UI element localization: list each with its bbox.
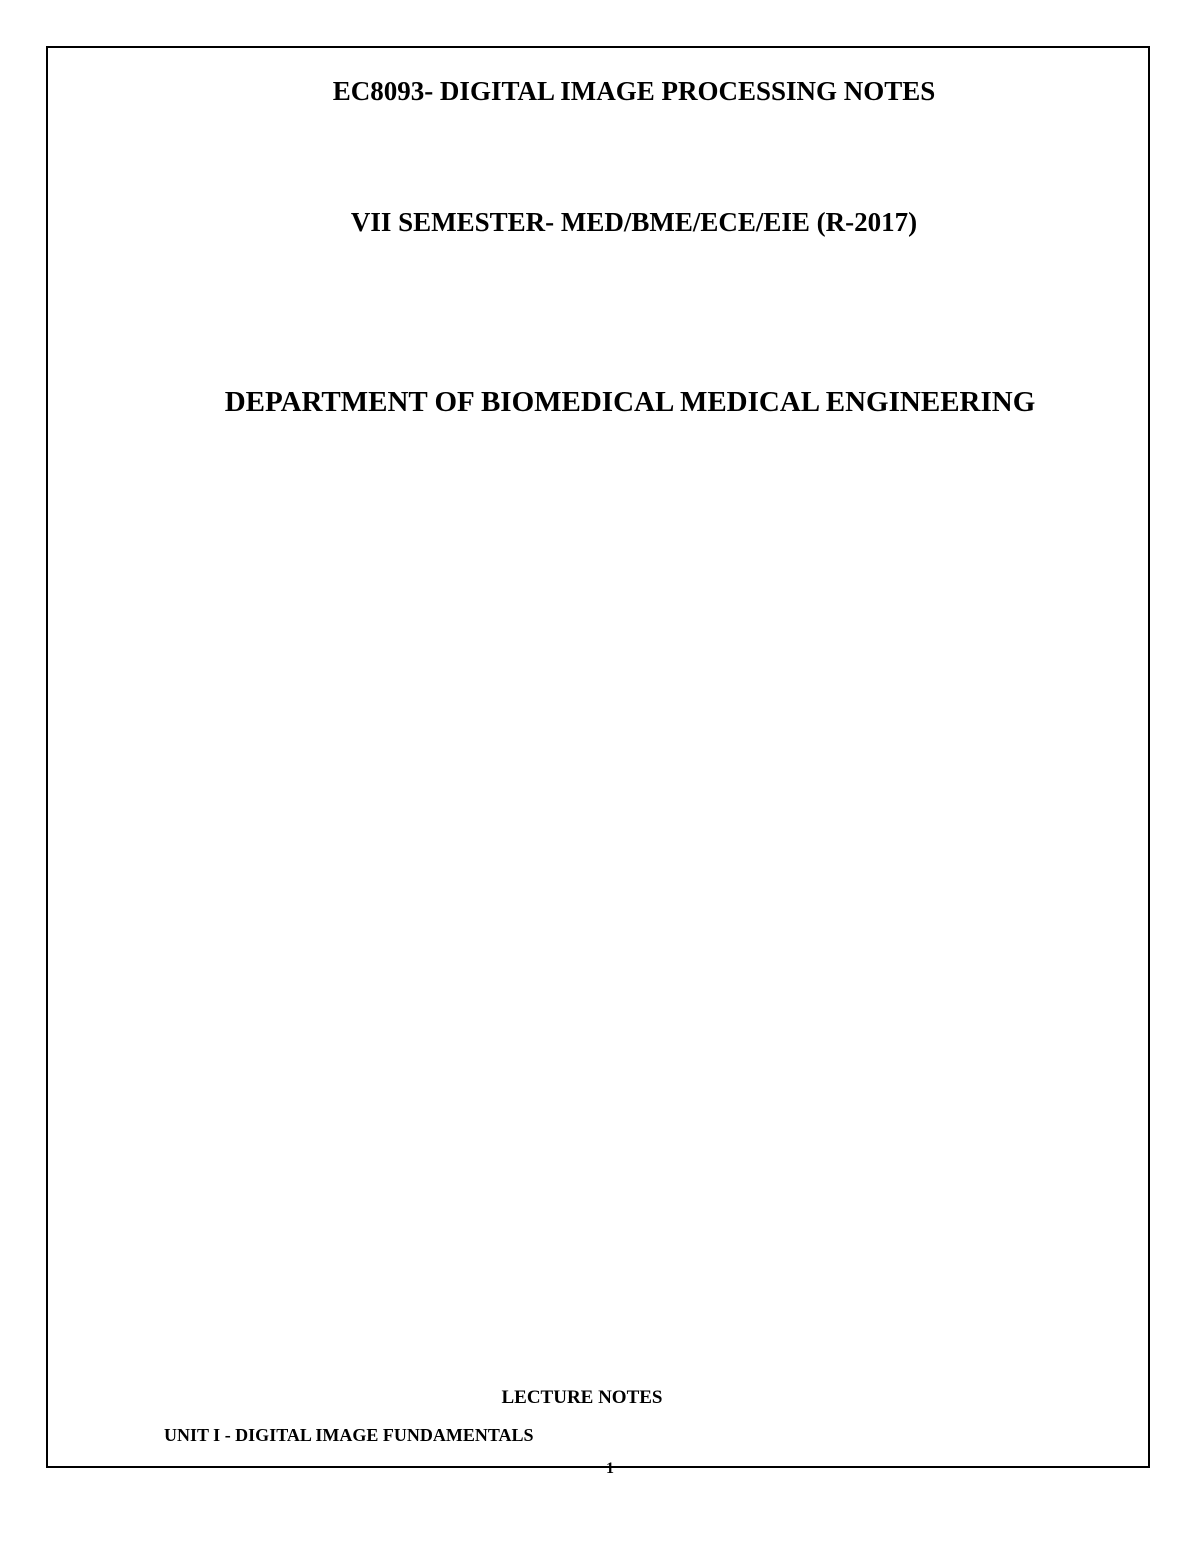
course-title: EC8093- DIGITAL IMAGE PROCESSING NOTES [332,76,936,106]
department-heading: DEPARTMENT OF BIOMEDICAL MEDICAL ENGINEERING [224,386,1036,418]
page-number: 1 [606,1460,614,1477]
page-border [46,46,1150,1468]
semester-heading: VII SEMESTER- MED/BME/ECE/EIE (R-2017) [350,207,918,237]
unit-title: UNIT I - DIGITAL IMAGE FUNDAMENTALS [164,1425,534,1445]
lecture-notes-label: LECTURE NOTES [501,1387,663,1408]
